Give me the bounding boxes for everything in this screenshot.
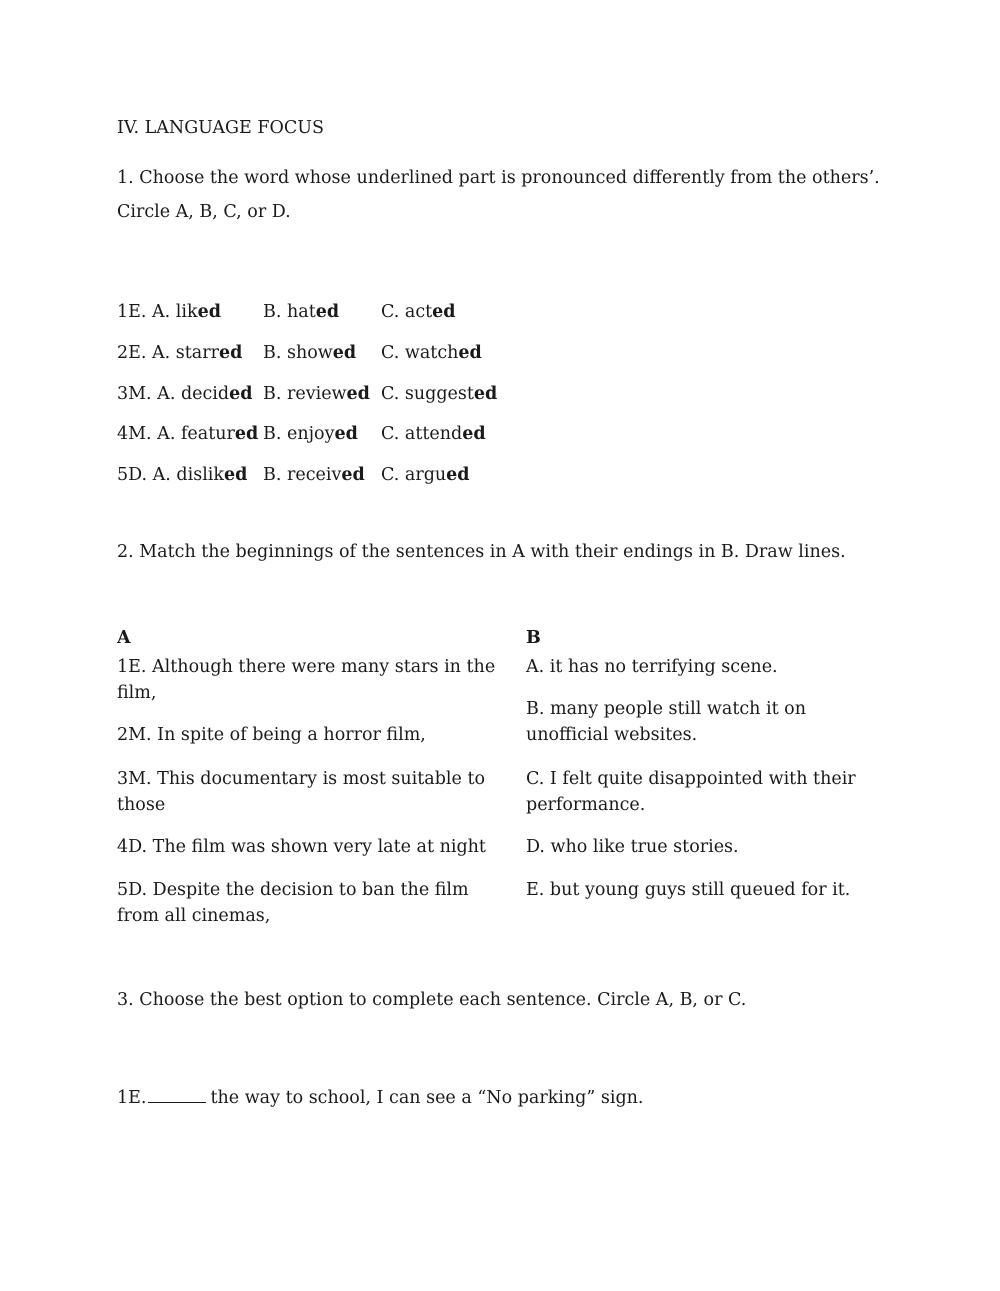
ex1-option-b[interactable]: B. enjoyed xyxy=(263,424,358,444)
col-b-item-c[interactable]: C. I felt quite disappointed with their performance. xyxy=(526,769,856,815)
ex1-instruction-line1: 1. Choose the word whose underlined part is pronounced differently from the others’. xyxy=(117,168,880,188)
ex2-instruction: 2. Match the beginnings of the sentences in A with their endings in B. Draw lines. xyxy=(117,542,846,562)
ex1-option-a[interactable]: 3M. A. decided xyxy=(117,384,253,404)
ex1-option-b[interactable]: B. received xyxy=(263,465,365,485)
ex3-question-1 xyxy=(117,1088,644,1108)
ex1-option-b[interactable]: B. hated xyxy=(263,302,340,322)
col-b-item-a[interactable]: A. it has no terrifying scene. xyxy=(526,657,778,677)
ex1-option-b[interactable]: B. showed xyxy=(263,343,357,363)
col-b-item-b[interactable]: B. many people still watch it on unofficial websites. xyxy=(526,699,806,745)
ex1-option-a[interactable]: 5D. A. disliked xyxy=(117,465,248,485)
ex1-option-a[interactable]: 1E. A. liked xyxy=(117,302,221,322)
answer-blank[interactable] xyxy=(148,1088,206,1103)
col-a-item-5[interactable]: 5D. Despite the decision to ban the film from all cinemas, xyxy=(117,880,469,926)
col-a-item-2[interactable]: 2M. In spite of being a horror film, xyxy=(117,725,426,745)
col-b-header: B xyxy=(526,628,541,648)
ex1-option-a[interactable]: 4M. A. featured xyxy=(117,424,259,444)
ex1-option-a[interactable]: 2E. A. starred xyxy=(117,343,243,363)
col-a-item-1[interactable]: 1E. Although there were many stars in the film, xyxy=(117,657,496,703)
col-a-item-4[interactable]: 4D. The film was shown very late at night xyxy=(117,837,486,857)
col-b-item-d[interactable]: D. who like true stories. xyxy=(526,837,739,857)
col-b-item-e[interactable]: E. but young guys still queued for it. xyxy=(526,880,851,900)
section-title: IV. LANGUAGE FOCUS xyxy=(117,118,324,138)
ex1-option-c[interactable]: C. watched xyxy=(381,343,482,363)
ex1-option-c[interactable]: C. acted xyxy=(381,302,456,322)
question-number: 1E. xyxy=(117,1088,147,1108)
ex1-option-b[interactable]: B. reviewed xyxy=(263,384,370,404)
col-a-header: A xyxy=(117,628,131,648)
ex1-option-c[interactable]: C. argued xyxy=(381,465,470,485)
ex1-option-c[interactable]: C. attended xyxy=(381,424,486,444)
col-a-item-3[interactable]: 3M. This documentary is most suitable to those xyxy=(117,769,486,815)
ex3-instruction: 3. Choose the best option to complete each sentence. Circle A, B, or C. xyxy=(117,990,747,1010)
question-text: the way to school, I can see a “No parking” sign. xyxy=(210,1088,644,1108)
ex1-instruction-line2: Circle A, B, C, or D. xyxy=(117,202,291,222)
ex1-option-c[interactable]: C. suggested xyxy=(381,384,498,404)
